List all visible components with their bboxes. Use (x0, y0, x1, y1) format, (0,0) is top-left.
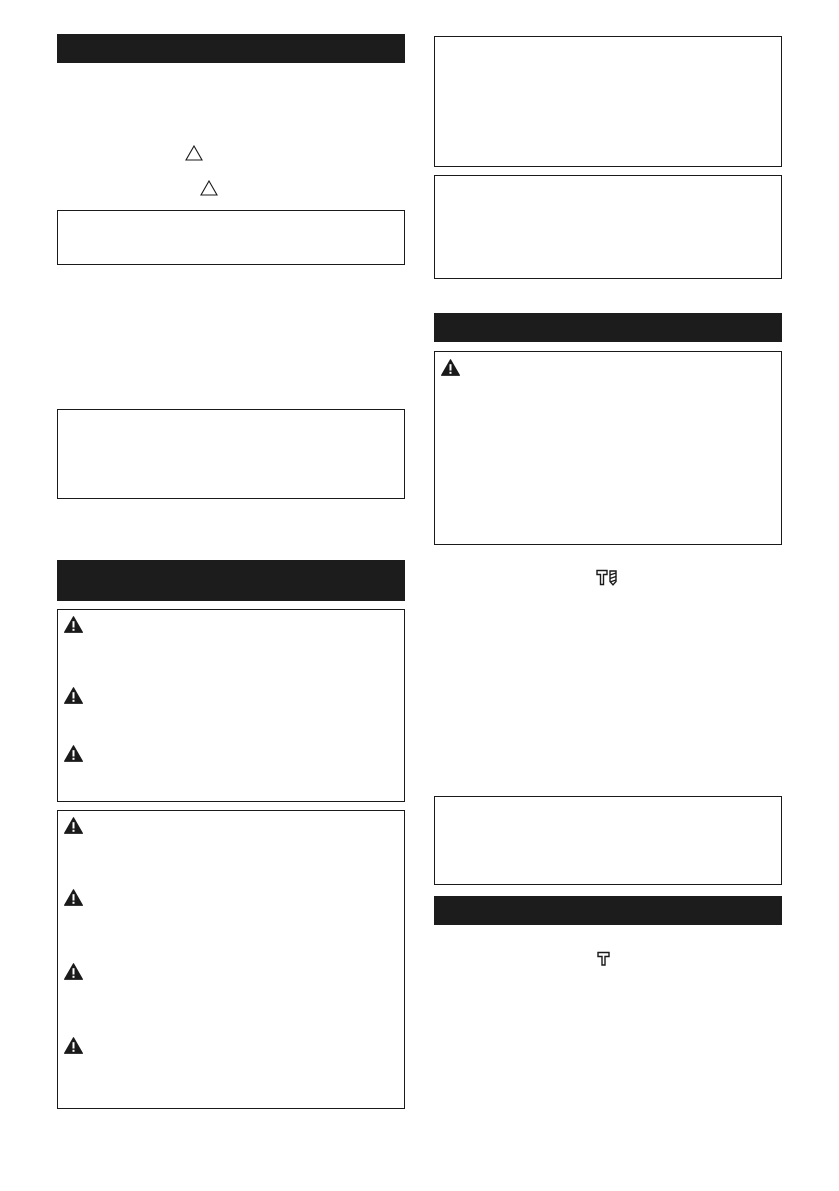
warning-triangle-icon (64, 1037, 83, 1054)
section-header-bar (57, 34, 405, 63)
warning-triangle-icon (64, 963, 83, 980)
section-header-bar (434, 896, 782, 925)
warning-triangle-icon (64, 616, 83, 633)
note-box (57, 210, 405, 265)
note-box (434, 36, 782, 167)
section-header-bar (57, 560, 405, 601)
warning-triangle-icon (64, 745, 83, 762)
warning-triangle-icon (64, 817, 83, 834)
warning-triangle-icon (441, 359, 460, 376)
outline-triangle-icon (200, 180, 218, 196)
warning-triangle-icon (64, 687, 83, 704)
hammer-drill-mode-icon (596, 569, 619, 586)
hammer-mode-icon (597, 951, 610, 966)
note-box (434, 175, 782, 279)
note-box (434, 796, 782, 885)
warning-triangle-icon (64, 889, 83, 906)
warning-box (57, 609, 405, 802)
note-box (57, 409, 405, 499)
section-header-bar (434, 313, 782, 342)
outline-triangle-icon (185, 145, 203, 161)
warning-box (434, 351, 782, 545)
warning-box (57, 810, 405, 1109)
